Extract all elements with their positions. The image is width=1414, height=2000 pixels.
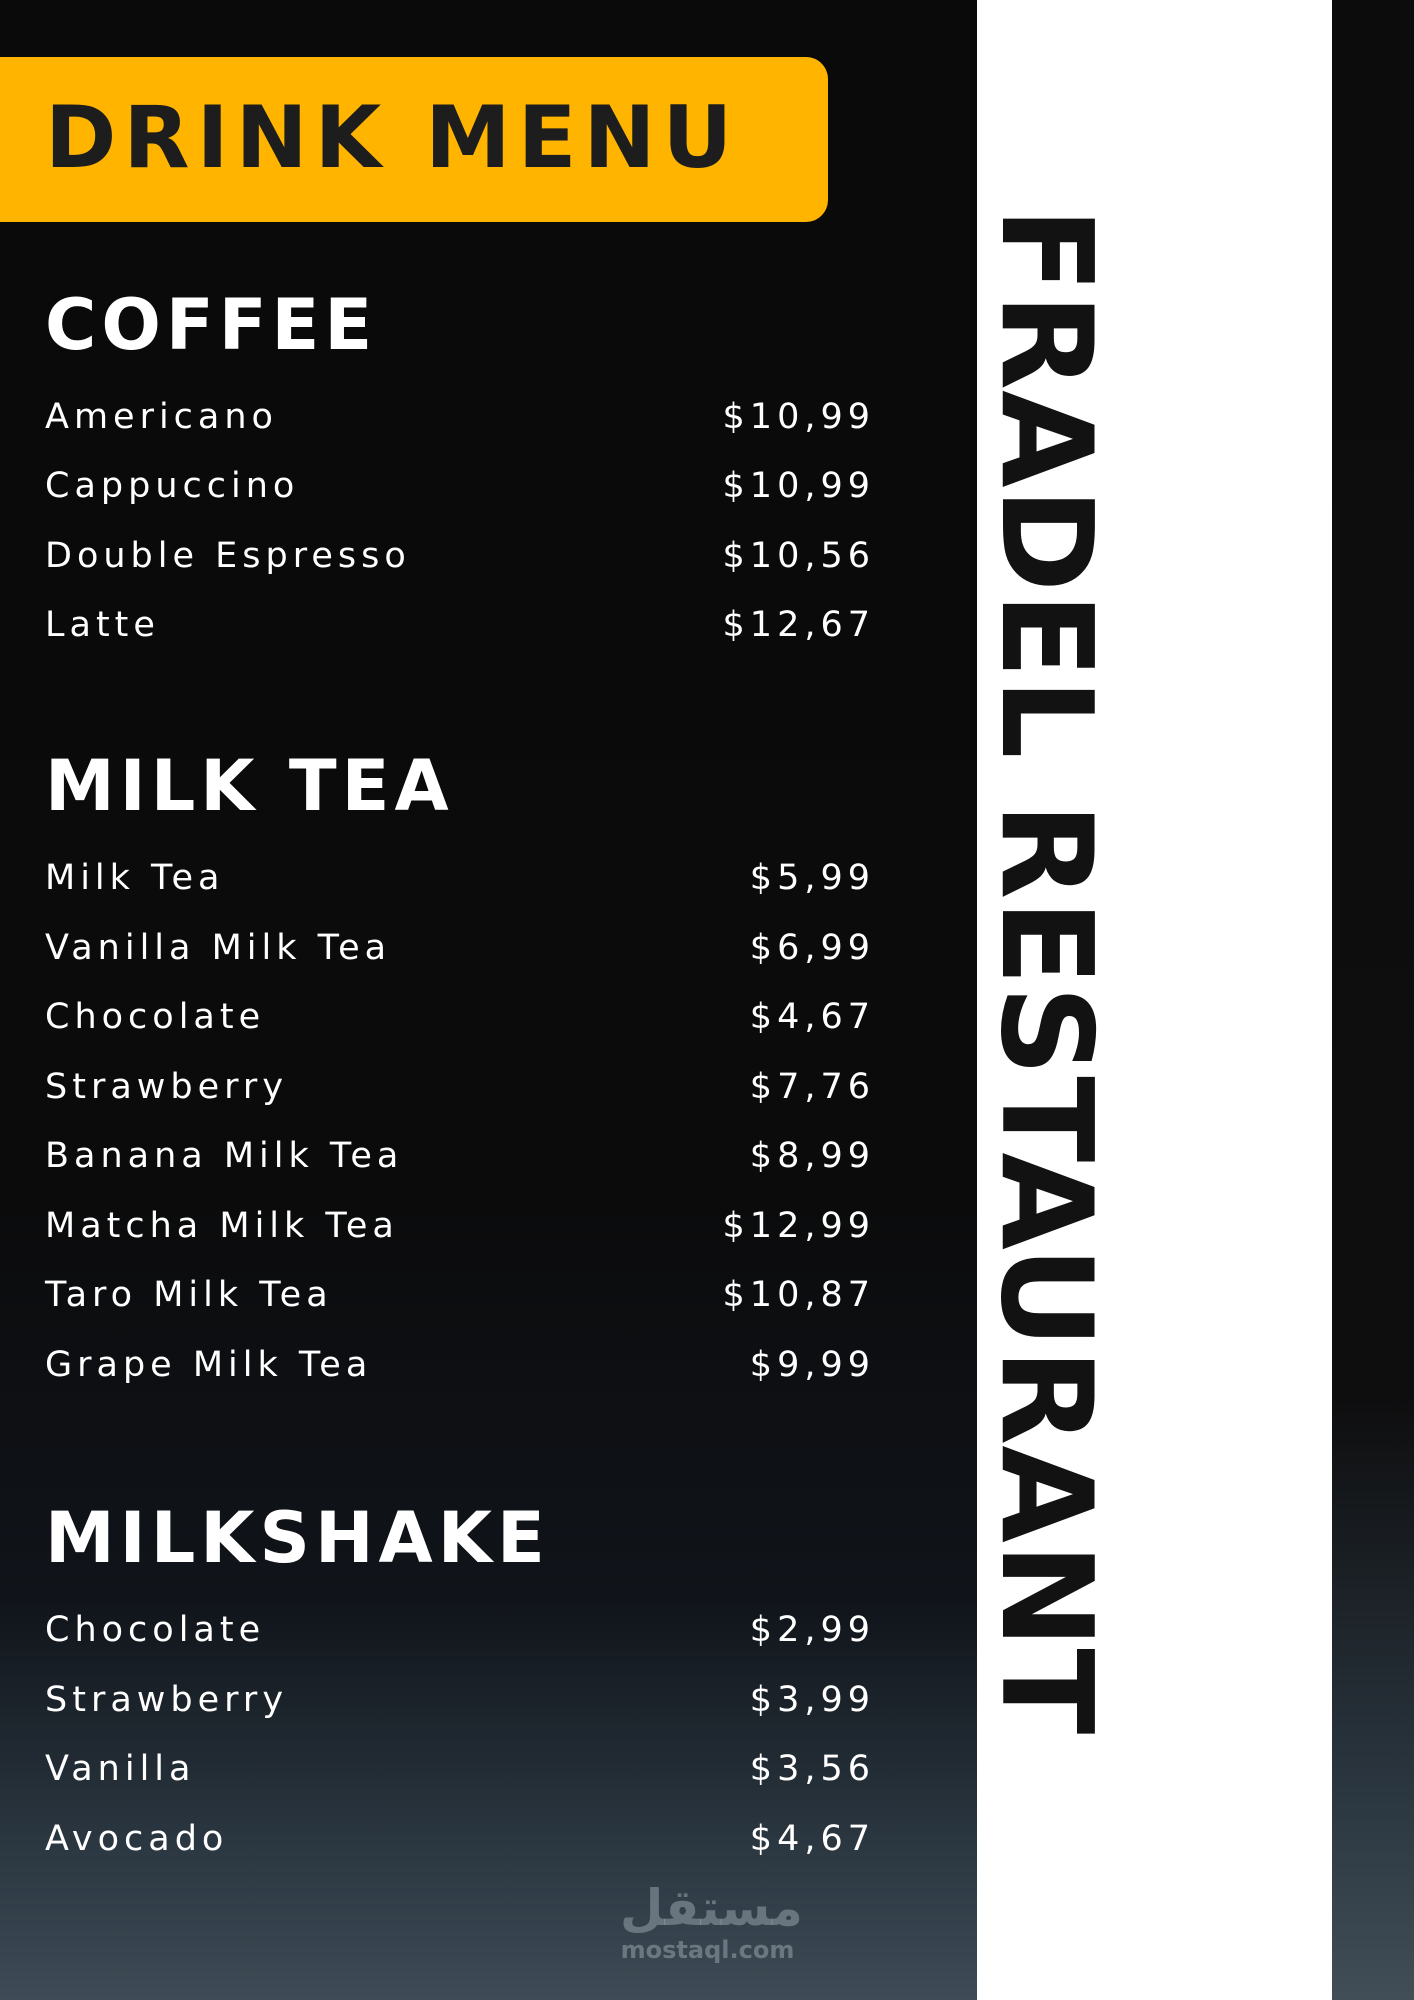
item-price: $10,56 — [722, 536, 875, 576]
menu-item — [45, 532, 875, 580]
mostaql-watermark — [620, 1879, 803, 1964]
item-name: Vanilla — [45, 1749, 196, 1789]
item-price: $6,99 — [749, 928, 875, 968]
menu-item — [45, 1676, 875, 1724]
watermark-logo: مستقل — [620, 1879, 803, 1937]
item-name: Matcha Milk Tea — [45, 1206, 399, 1246]
menu-item — [45, 1063, 875, 1111]
item-name: Double Espresso — [45, 536, 411, 576]
item-price: $12,67 — [722, 605, 875, 645]
item-name: Banana Milk Tea — [45, 1136, 404, 1176]
item-price: $4,67 — [749, 1819, 875, 1859]
item-price: $2,99 — [749, 1610, 875, 1650]
item-price: $9,99 — [749, 1345, 875, 1385]
item-name: Strawberry — [45, 1680, 289, 1720]
item-name: Milk Tea — [45, 858, 225, 898]
menu-item — [45, 462, 875, 510]
item-name: Chocolate — [45, 1610, 266, 1650]
menu-item — [45, 993, 875, 1041]
item-price: $8,99 — [749, 1136, 875, 1176]
section-title-milk-tea: MILK TEA — [45, 745, 454, 827]
drink-menu-banner — [0, 57, 828, 222]
menu-item — [45, 1132, 875, 1180]
item-price: $4,67 — [749, 997, 875, 1037]
item-name: Grape Milk Tea — [45, 1345, 373, 1385]
menu-item — [45, 1341, 875, 1389]
menu-item — [45, 393, 875, 441]
item-price: $10,87 — [722, 1275, 875, 1315]
item-name: Vanilla Milk Tea — [45, 928, 392, 968]
section-title-coffee: COFFEE — [45, 284, 378, 366]
watermark-url: mostaql.com — [620, 1936, 795, 1964]
menu-item — [45, 1202, 875, 1250]
item-price: $12,99 — [722, 1206, 875, 1246]
item-name: Latte — [45, 605, 160, 645]
restaurant-name: FRADEL RESTAURANT — [973, 207, 1120, 1735]
item-name: Americano — [45, 397, 278, 437]
item-price: $5,99 — [749, 858, 875, 898]
item-name: Strawberry — [45, 1067, 289, 1107]
item-name: Avocado — [45, 1819, 229, 1859]
menu-item — [45, 924, 875, 972]
item-price: $3,99 — [749, 1680, 875, 1720]
item-name: Taro Milk Tea — [45, 1275, 333, 1315]
item-name: Chocolate — [45, 997, 266, 1037]
section-title-milkshake: MILKSHAKE — [45, 1497, 550, 1579]
menu-item — [45, 854, 875, 902]
item-price: $10,99 — [722, 466, 875, 506]
menu-item — [45, 601, 875, 649]
item-price: $10,99 — [722, 397, 875, 437]
item-name: Cappuccino — [45, 466, 300, 506]
menu-item — [45, 1815, 875, 1863]
right-edge-strip — [1332, 0, 1414, 2000]
menu-item — [45, 1745, 875, 1793]
item-price: $3,56 — [749, 1749, 875, 1789]
item-price: $7,76 — [749, 1067, 875, 1107]
menu-item — [45, 1271, 875, 1319]
menu-item — [45, 1606, 875, 1654]
banner-title: DRINK MENU — [45, 88, 740, 188]
